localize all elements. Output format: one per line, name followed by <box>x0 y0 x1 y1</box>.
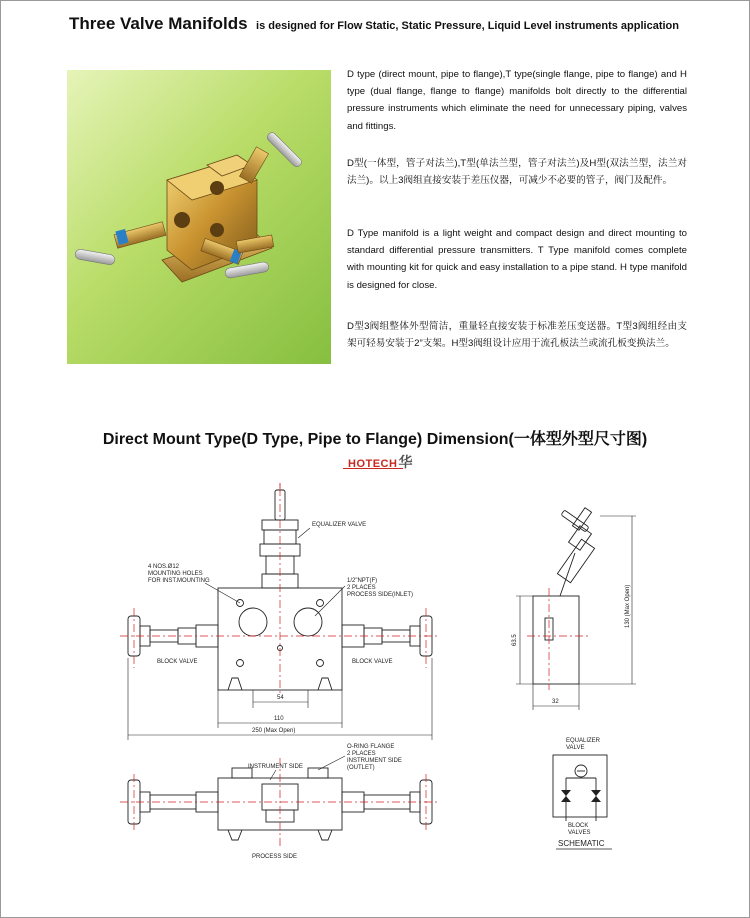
hotech-logo <box>348 452 413 472</box>
product-photo <box>67 70 331 364</box>
dimension-drawing <box>0 478 750 918</box>
description-cn-1: D型(一体型，管子对法兰),T型(单法兰型，管子对法兰)及H型(双法兰型，法兰对法兰)。以上3阀组直接安装于差压仪器，可减少不必要的管子，阀门及配件。 <box>347 158 687 187</box>
description-en-2: D Type manifold is a light weight and compact design and direct mounting to standard differential pressure transmitters. T Type manifold comes complete with mounting kit for quick and easy installation to a pipe stand. H type manifold is designed for close. <box>347 228 687 291</box>
section-title: Direct Mount Type(D Type, Pipe to Flange) Dimension(一体型外型尺寸图) <box>102 431 648 448</box>
label-npt-3: PROCESS SIDE(INLET) <box>347 592 414 598</box>
label-equalizer-valve: EQUALIZER VALVE <box>312 522 367 528</box>
dim-63-5: 63.5 <box>512 634 518 646</box>
title-main: Three Valve Manifolds <box>69 14 248 33</box>
logo-mark: 华 <box>398 455 413 471</box>
label-npt-2: 2 PLACES <box>347 585 376 591</box>
dim-250: 250 (Max Open) <box>252 728 296 734</box>
label-block-valve-left: BLOCK VALVE <box>157 659 198 665</box>
label-oring-3: INSTRUMENT SIDE <box>347 758 402 764</box>
label-block-valve-right: BLOCK VALVE <box>352 659 393 665</box>
label-oring-2: 2 PLACES <box>347 751 376 757</box>
label-mounting-2: MOUNTING HOLES <box>148 571 203 577</box>
label-schematic-equalizer-2: VALVE <box>566 745 585 751</box>
label-schematic-equalizer-1: EQUALIZER <box>566 738 601 744</box>
manifold-illustration <box>67 70 331 364</box>
label-oring-4: (OUTLET) <box>347 765 375 771</box>
label-schematic-block-2: VALVES <box>568 830 591 836</box>
label-mounting-1: 4 NOS.Ø12 <box>148 564 180 570</box>
title-subtitle: is designed for Flow Static, Static Pressure, Liquid Level instruments application <box>256 20 679 32</box>
dim-110: 110 <box>274 716 284 722</box>
label-schematic-block-1: BLOCK <box>568 823 589 829</box>
page-title <box>69 14 679 34</box>
description-en-1: D type (direct mount, pipe to flange),T type(single flange, pipe to flange) and H type (dual flange, flange to flange) manifolds bolt directly to the differential pressure instruments which eliminate the need for unnecessary piping, valves and fittings. <box>347 69 687 132</box>
dim-130: 130 (Max Open) <box>625 584 631 628</box>
description-cn-2: D型3阀组整体外型简洁，重量轻直接安装于标准差压变送器。T型3阀组经由支架可轻易安装于2”支架。H型3阀组设计应用于流孔板法兰或流孔板变换法兰。 <box>347 321 687 350</box>
label-schematic-title: SCHEMATIC <box>558 839 605 848</box>
dim-32: 32 <box>552 699 559 705</box>
label-npt-1: 1/2"NPT(F) <box>347 578 378 584</box>
dim-54: 54 <box>277 695 284 701</box>
label-oring-1: O-RING FLANGE <box>347 744 395 750</box>
label-process-side: PROCESS SIDE <box>252 854 298 860</box>
label-instrument-side: INSTRUMENT SIDE <box>248 764 303 770</box>
logo-text: HOTECH <box>348 458 398 470</box>
label-mounting-3: FOR INST.MOUNTING <box>148 578 210 584</box>
logo-underline <box>343 468 403 469</box>
